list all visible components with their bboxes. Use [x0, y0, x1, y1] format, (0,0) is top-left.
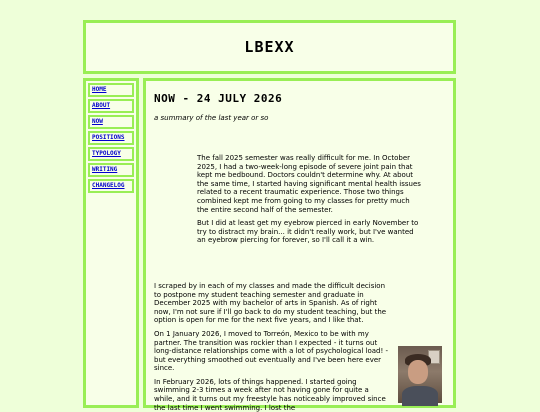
- paragraph: In February 2026, lots of things happened. I started going swimming 2-3 times a week after not having gone for quite a while, and it turns out my freestyle has noticeably improved since the last time I went swimming. I lost the: [154, 377, 386, 412]
- nav-item-about[interactable]: ABOUT: [88, 99, 134, 113]
- page-title: NOW - 24 JULY 2026: [154, 92, 283, 105]
- nav-item-changelog[interactable]: CHANGELOG: [88, 179, 134, 193]
- photo-face: [408, 360, 428, 384]
- nav-item-positions[interactable]: POSITIONS: [88, 131, 134, 145]
- photo-shirt: [402, 386, 438, 406]
- paragraph: I scraped by in each of my classes and made the difficult decision to postpone my student teaching semester and graduate in December 2025 with my bachelor of arts in Spanish. As of right now, I'm not sure if I'll go back to do my student teaching, but the option is open for me for the next five years, and I like that.: [154, 281, 387, 325]
- paragraph: The fall 2025 semester was really difficult for me. In October 2025, I had a two-week-long episode of severe joint pain that kept me bedbound. Doctors couldn't determine why. At about the same time, I started having significant mental health issues related to a recent traumatic experience. Those two things combined kept me from going to my classes for pretty much the entire second half of the semester.: [197, 154, 421, 214]
- site-header: [83, 20, 456, 74]
- nav-item-home[interactable]: HOME: [88, 83, 134, 97]
- profile-photo: [398, 346, 442, 403]
- nav-item-typology[interactable]: TYPOLOGY: [88, 147, 134, 161]
- page-subtitle: a summary of the last year or so: [154, 114, 269, 122]
- paragraph: But I did at least get my eyebrow pierced in early November to try to distract my brain... it didn't really work, but I've wanted an eyebrow piercing for forever, so I'll call it a win.: [197, 219, 419, 245]
- nav-item-writing[interactable]: WRITING: [88, 163, 134, 177]
- nav-item-now[interactable]: NOW: [88, 115, 134, 129]
- body-section: [154, 282, 445, 412]
- main-content: [143, 78, 456, 412]
- indented-block: [197, 154, 423, 245]
- sidebar-nav: [83, 78, 139, 408]
- site-title: LBEXX: [244, 38, 295, 56]
- paragraph: On 1 January 2026, I moved to Torreón, Mexico to be with my partner. The transition was rockier than I expected - it turns out long-distance relationships come with a lot of psychological load! - but everything smoothed out eventually and I've been here ever since.: [154, 329, 389, 373]
